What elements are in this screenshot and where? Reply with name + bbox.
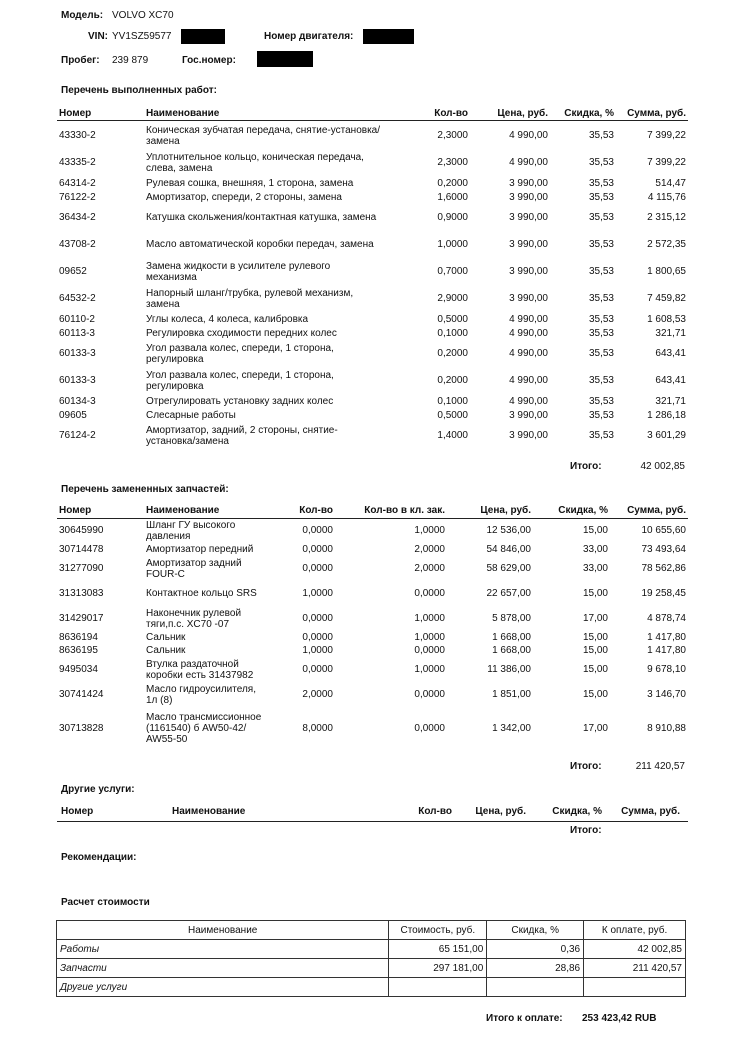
work-qty: 0,9000 [437,212,468,223]
table-row [59,258,686,285]
part-name: Наконечник рулевой тяги,п.с. XC70 -07 [146,607,242,630]
table-row [57,959,686,978]
calc-payable: 42 002,85 [584,940,686,959]
part-qty-order: 0,0000 [414,689,445,700]
works-col-sum: Сумма, руб. [627,108,686,119]
grand-total-label: Итого к оплате: [486,1013,563,1024]
table-row [59,285,686,312]
other-total-label: Итого: [570,825,602,836]
part-qty: 2,0000 [302,689,333,700]
part-name: Амортизатор задний FOUR-C [146,557,242,580]
part-price: 1 851,00 [492,689,531,700]
work-price: 3 990,00 [509,430,548,441]
part-discount: 15,00 [582,525,608,536]
work-price: 4 990,00 [509,327,548,339]
work-name: Слесарные работы [146,409,236,421]
table-row [59,543,686,556]
works-table [59,105,686,449]
works-total-label: Итого: [570,461,602,472]
plate-label: Гос.номер: [182,55,236,66]
calc-col-payable: К оплате, руб. [584,921,686,940]
part-qty-order: 1,0000 [414,632,445,643]
calc-cost [389,978,487,997]
work-qty: 1,4000 [437,430,468,441]
work-number: 60133-3 [59,348,96,359]
part-number: 30713828 [59,722,104,734]
work-price: 3 990,00 [509,212,548,223]
part-number: 31429017 [59,613,104,624]
work-qty: 0,2000 [437,375,468,386]
work-price: 3 990,00 [509,293,548,304]
part-price: 1 668,00 [492,632,531,643]
part-price: 5 878,00 [492,613,531,624]
work-number: 43335-2 [59,157,96,168]
works-col-discount: Скидка, % [564,108,614,119]
calc-col-discount: Скидка, % [487,921,584,940]
work-name: Напорный шланг/трубка, рулевой механизм, замена [146,287,354,310]
work-discount: 35,53 [588,375,614,386]
work-number: 64532-2 [59,293,96,304]
work-price: 4 990,00 [509,130,548,141]
work-price: 3 990,00 [509,239,548,250]
part-discount: 15,00 [582,645,608,656]
part-price: 1 342,00 [492,722,531,734]
table-row [59,394,686,408]
work-sum: 2 572,35 [647,239,686,250]
table-row [59,340,686,367]
part-sum: 73 493,64 [641,544,686,555]
other-title: Другие услуги: [61,784,135,795]
work-price: 4 990,00 [509,157,548,168]
calc-payable: 211 420,57 [584,959,686,978]
calc-name: Запчасти [57,959,389,978]
work-number: 60134-3 [59,395,96,407]
table-row [59,657,686,682]
table-row [59,644,686,657]
part-number: 30645990 [59,525,104,536]
part-name: Сальник [146,645,186,656]
part-number: 9495034 [59,664,98,675]
work-qty: 0,2000 [437,177,468,189]
works-col-name: Наименование [146,108,220,119]
part-discount: 33,00 [582,544,608,555]
work-number: 64314-2 [59,177,96,189]
parts-header-rule [57,518,688,519]
table-row [59,312,686,326]
part-discount: 15,00 [582,632,608,643]
table-row [59,408,686,422]
work-qty: 2,9000 [437,293,468,304]
grand-total-value: 253 423,42 RUB [582,1013,657,1024]
table-row [59,518,686,543]
part-sum: 1 417,80 [647,632,686,643]
part-price: 54 846,00 [486,544,531,555]
table-row [59,631,686,644]
work-discount: 35,53 [588,266,614,277]
parts-col-sum: Сумма, руб. [627,505,686,516]
calc-payable [584,978,686,997]
work-sum: 1 800,65 [647,266,686,277]
work-name: Уплотнительное кольцо, коническая передача, слева, замена [146,151,364,174]
work-price: 4 990,00 [509,395,548,407]
part-sum: 8 910,88 [647,722,686,734]
work-sum: 7 399,22 [647,130,686,141]
work-name: Углы колеса, 4 колеса, калибровка [146,313,309,325]
part-sum: 1 417,80 [647,645,686,656]
work-qty: 2,3000 [437,157,468,168]
other-col-name: Наименование [172,806,246,817]
work-qty: 0,5000 [437,313,468,325]
part-sum: 78 562,86 [641,563,686,574]
table-row [59,367,686,394]
work-discount: 35,53 [588,293,614,304]
work-number: 60110-2 [59,313,95,325]
vin-label: VIN: [88,31,108,42]
work-discount: 35,53 [588,395,614,407]
parts-col-discount: Скидка, % [558,505,608,516]
part-qty-order: 0,0000 [414,722,445,734]
works-col-qty: Кол-во [434,108,468,119]
part-qty: 0,0000 [302,563,333,574]
parts-header-row [59,503,686,518]
part-number: 30714478 [59,544,104,555]
table-row [59,190,686,204]
calc-header-row [57,921,686,940]
table-row [57,978,686,997]
work-discount: 35,53 [588,177,614,189]
part-sum: 4 878,74 [647,613,686,624]
part-qty: 0,0000 [302,544,333,555]
part-price: 12 536,00 [486,525,531,536]
table-row [59,176,686,190]
parts-col-price: Цена, руб. [480,505,531,516]
work-discount: 35,53 [588,239,614,250]
work-name: Коническая зубчатая передача, снятие-установка/замена [146,124,380,147]
work-price: 4 990,00 [509,348,548,359]
work-qty: 0,1000 [437,327,468,339]
table-row [59,422,686,449]
works-title: Перечень выполненных работ: [61,85,217,96]
table-row [59,204,686,231]
works-col-price: Цена, руб. [497,108,548,119]
work-number: 43330-2 [59,130,96,141]
work-name: Угол развала колес, спереди, 1 сторона, регулировка [146,369,334,392]
model-label: Модель: [61,10,104,21]
work-sum: 1 286,18 [647,409,686,421]
work-number: 76122-2 [59,191,96,203]
calc-cost: 65 151,00 [389,940,487,959]
table-row [59,682,686,707]
work-sum: 643,41 [655,348,686,359]
calc-col-cost: Стоимость, руб. [389,921,487,940]
part-number: 8636195 [59,645,98,656]
part-price: 1 668,00 [492,645,531,656]
work-discount: 35,53 [588,191,614,203]
work-discount: 35,53 [588,409,614,421]
work-qty: 0,5000 [437,409,468,421]
part-number: 8636194 [59,632,98,643]
part-discount: 15,00 [582,689,608,700]
parts-title: Перечень замененных запчастей: [61,484,229,495]
work-qty: 0,1000 [437,395,468,407]
part-qty: 1,0000 [302,645,333,656]
part-name: Сальник [146,632,186,643]
work-sum: 7 459,82 [647,293,686,304]
part-sum: 19 258,45 [641,588,686,599]
work-name: Амортизатор, задний, 2 стороны, снятие-установка/замена [146,424,338,447]
calc-title: Расчет стоимости [61,897,150,908]
works-col-number: Номер [59,108,92,119]
part-discount: 33,00 [582,563,608,574]
mileage-value: 239 879 [112,55,149,66]
part-qty: 8,0000 [302,722,333,734]
part-sum: 3 146,70 [647,689,686,700]
work-sum: 1 608,53 [647,313,686,325]
parts-total-label: Итого: [570,761,602,772]
part-discount: 15,00 [582,588,608,599]
works-total-value: 42 002,85 [640,461,685,472]
work-discount: 35,53 [588,130,614,141]
calc-col-name: Наименование [57,921,389,940]
parts-table [59,503,686,749]
work-number: 09605 [59,409,87,421]
part-qty-order: 2,0000 [414,544,445,555]
work-sum: 321,71 [655,395,686,407]
part-qty: 0,0000 [302,613,333,624]
table-row [59,707,686,749]
calc-cost: 297 181,00 [389,959,487,978]
calc-discount: 28,86 [487,959,584,978]
part-qty-order: 1,0000 [414,664,445,675]
vin-value: YV1SZ59577 [112,31,172,42]
part-name: Масло гидроусилителя, 1л (8) [146,683,256,706]
work-discount: 35,53 [588,212,614,223]
vin-redaction [181,29,225,44]
work-price: 3 990,00 [509,409,548,421]
work-discount: 35,53 [588,348,614,359]
work-number: 09652 [59,266,87,277]
table-row [59,606,686,631]
part-price: 58 629,00 [486,563,531,574]
calc-table [56,920,686,997]
work-discount: 35,53 [588,430,614,441]
calc-name: Работы [57,940,389,959]
work-number: 60133-3 [59,375,96,386]
work-sum: 7 399,22 [647,157,686,168]
parts-total-value: 211 420,57 [635,761,685,772]
work-sum: 3 601,29 [647,430,686,441]
part-number: 30741424 [59,689,104,700]
table-row [59,326,686,340]
part-qty: 0,0000 [302,664,333,675]
part-name: Шланг ГУ высокого давления [146,519,236,542]
part-qty: 1,0000 [302,588,333,599]
work-name: Амортизатор, спереди, 2 стороны, замена [146,191,342,203]
work-price: 3 990,00 [509,191,548,203]
table-row [57,940,686,959]
part-qty-order: 0,0000 [414,645,445,656]
parts-col-number: Номер [59,505,92,516]
parts-col-qty-order: Кол-во в кл. зак. [364,505,445,516]
work-sum: 643,41 [655,375,686,386]
parts-col-name: Наименование [146,505,220,516]
work-sum: 2 315,12 [647,212,686,223]
work-discount: 35,53 [588,157,614,168]
work-qty: 1,0000 [437,239,468,250]
mileage-label: Пробег: [61,55,100,66]
work-name: Замена жидкости в усилителе рулевого механизма [146,260,331,283]
part-name: Контактное кольцо SRS [146,588,257,599]
work-discount: 35,53 [588,313,614,325]
other-header-rule [57,821,688,822]
part-qty: 0,0000 [302,525,333,536]
work-number: 60113-3 [59,327,95,339]
table-row [59,149,686,176]
other-col-discount: Скидка, % [552,806,602,817]
work-price: 3 990,00 [509,177,548,189]
work-number: 36434-2 [59,212,96,223]
work-name: Масло автоматической коробки передач, замена [146,239,374,250]
work-price: 4 990,00 [509,375,548,386]
part-discount: 15,00 [582,664,608,675]
part-qty-order: 1,0000 [414,613,445,624]
table-row [59,581,686,606]
parts-col-qty: Кол-во [299,505,333,516]
part-qty-order: 0,0000 [414,588,445,599]
table-row [59,231,686,258]
other-col-number: Номер [61,806,94,817]
calc-name: Другие услуги [57,978,389,997]
part-qty-order: 1,0000 [414,525,445,536]
part-price: 11 386,00 [487,664,531,675]
work-qty: 1,6000 [437,191,468,203]
part-price: 22 657,00 [486,588,531,599]
part-qty-order: 2,0000 [414,563,445,574]
work-name: Регулировка сходимости передних колес [146,327,337,339]
part-name: Амортизатор передний [146,544,254,555]
work-discount: 35,53 [588,327,614,339]
work-price: 4 990,00 [509,313,548,325]
work-number: 43708-2 [59,239,96,250]
part-number: 31277090 [59,563,104,574]
work-name: Отрегулировать установку задних колес [146,395,334,407]
part-discount: 17,00 [582,722,608,734]
other-col-price: Цена, руб. [475,806,526,817]
engine-redaction [363,29,414,44]
work-name: Угол развала колес, спереди, 1 сторона, регулировка [146,342,334,365]
works-header-rule [57,120,688,121]
other-col-sum: Сумма, руб. [621,806,680,817]
work-name: Рулевая сошка, внешняя, 1 сторона, замена [146,177,354,189]
work-qty: 2,3000 [437,130,468,141]
model-value: VOLVO XC70 [112,10,174,21]
part-name: Масло трансмиссионное (1161540) б AW50-42/ AW55-50 [146,711,262,745]
part-name: Втулка раздаточной коробки есть 31437982 [146,658,254,681]
work-sum: 4 115,76 [647,191,686,203]
part-discount: 17,00 [582,613,608,624]
table-row [59,122,686,149]
calc-discount: 0,36 [487,940,584,959]
engine-label: Номер двигателя: [264,31,354,42]
plate-redaction [257,51,313,67]
work-qty: 0,2000 [437,348,468,359]
table-row [59,556,686,581]
work-sum: 321,71 [655,327,686,339]
other-col-qty: Кол-во [418,806,452,817]
part-sum: 10 655,60 [641,525,686,536]
part-sum: 9 678,10 [647,664,686,675]
work-qty: 0,7000 [437,266,468,277]
recommendations-title: Рекомендации: [61,852,137,863]
work-sum: 514,47 [655,177,686,189]
work-price: 3 990,00 [509,266,548,277]
calc-discount [487,978,584,997]
work-number: 76124-2 [59,430,96,441]
part-qty: 0,0000 [302,632,333,643]
part-number: 31313083 [59,588,104,599]
work-name: Катушка скольжения/контактная катушка, замена [146,212,377,223]
